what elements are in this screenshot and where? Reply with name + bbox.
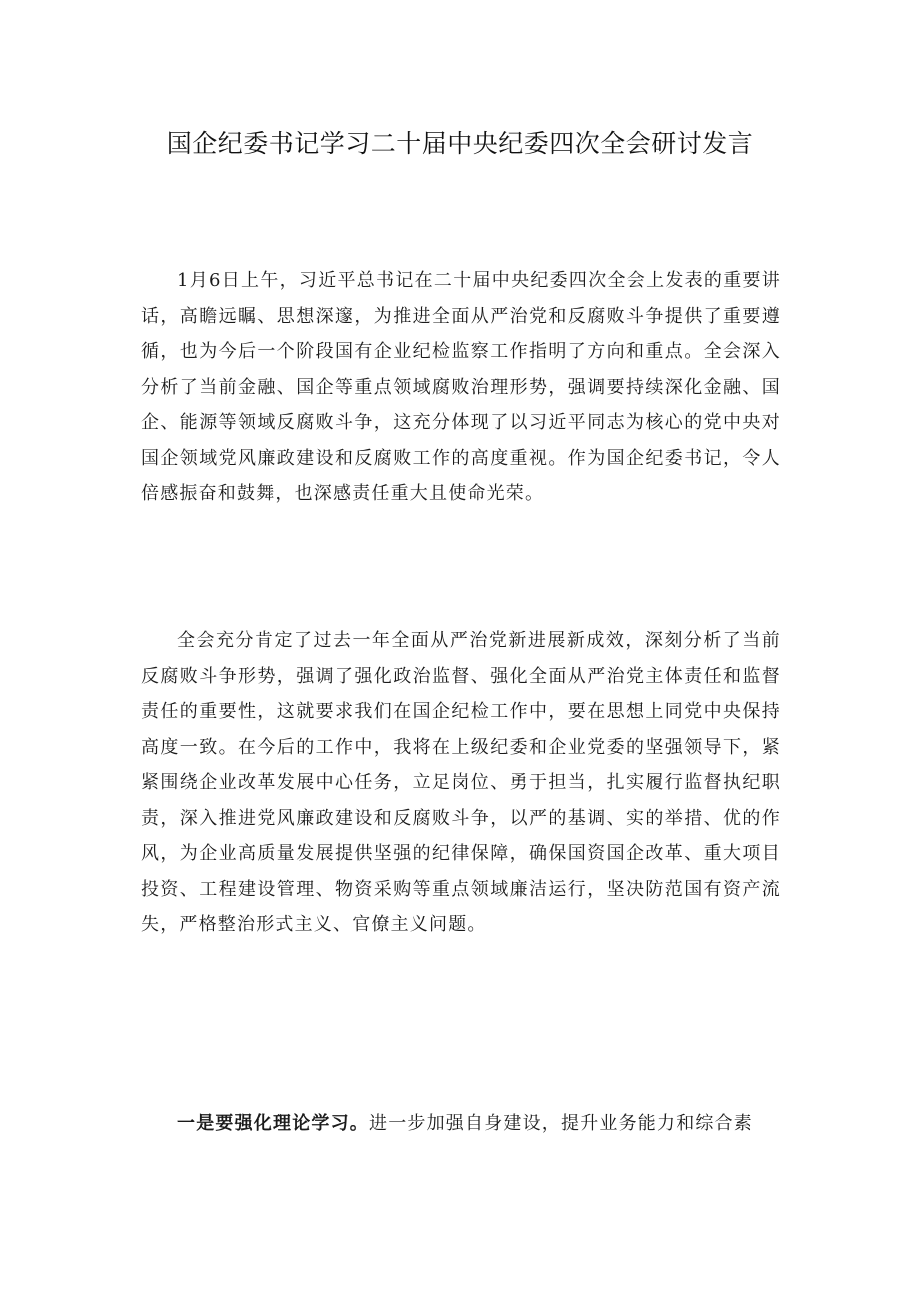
paragraph-section-one [141, 1106, 781, 1142]
paragraph-intro: 1月6日上午，习近平总书记在二十届中央纪委四次全会上发表的重要讲话，高瞻远瞩、思想深邃，为推进全面从严治党和反腐败斗争提供了重要遵循，也为今后一个阶段国有企业纪检监察工作指明了方向和重点。全会深入分析了当前金融、国企等重点领域腐败治理形势，强调要持续深化金融、国企、能源等领域反腐败斗争，这充分体现了以习近平同志为核心的党中央对国企领域党风廉政建设和反腐败工作的高度重视。作为国企纪委书记，令人倍感振奋和鼓舞，也深感责任重大且使命光荣。 [141, 270, 781, 504]
document-title: 国企纪委书记学习二十届中央纪委四次全会研讨发言 [166, 129, 754, 158]
section-body-text: 进一步加强自身建设，提升业务能力和综合素 [369, 1113, 753, 1134]
paragraph-plenary-summary: 全会充分肯定了过去一年全面从严治党新进展新成效，深刻分析了当前反腐败斗争形势，强调了强化政治监督、强化全面从严治党主体责任和监督责任的重要性，这就要求我们在国企纪检工作中，要在思想上同党中央保持高度一致。在今后的工作中，我将在上级纪委和企业党委的坚强领导下，紧紧围绕企业改革发展中心任务，立足岗位、勇于担当，扎实履行监督执纪职责，深入推进党风廉政建设和反腐败斗争，以严的基调、实的举措、优的作风，为企业高质量发展提供坚强的纪律保障，确保国资国企改革、重大项目投资、工程建设管理、物资采购等重点领域廉洁运行，坚决防范国有资产流失，严格整治形式主义、官僚主义问题。 [141, 630, 781, 935]
section-lead-heading: 一是要强化理论学习。 [177, 1113, 369, 1134]
